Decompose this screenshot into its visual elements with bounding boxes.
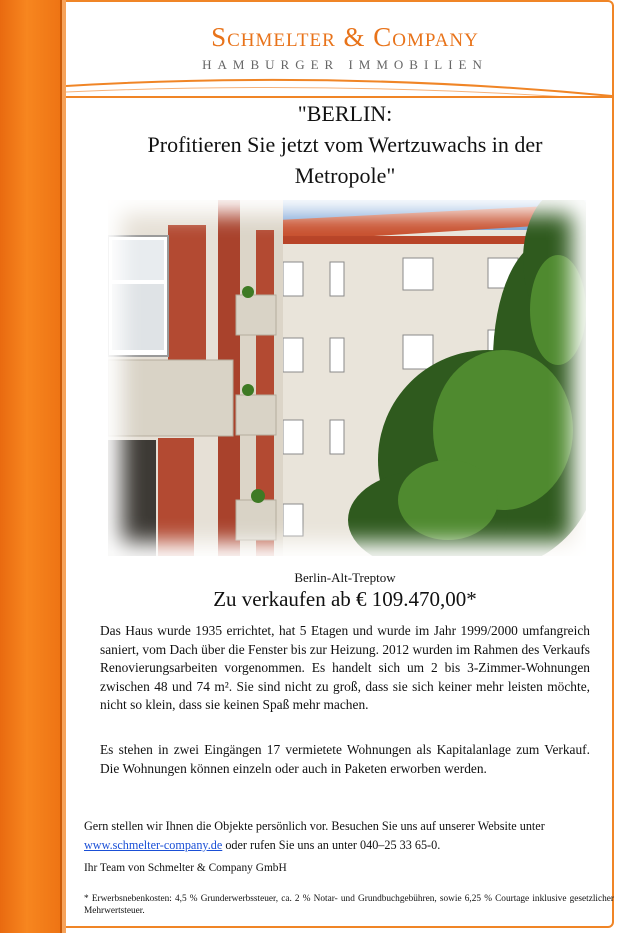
- headline-line-3: Metropole": [294, 163, 396, 188]
- headline-line-2: Profitieren Sie jetzt vom Wertzuwachs in der: [147, 132, 543, 157]
- description-paragraph-1: Das Haus wurde 1935 errichtet, hat 5 Etagen und wurde im Jahr 1999/2000 umfangreich saniert, vom Dach über die Fenster bis zur Heizung. 2012 wurden im Rahmen des Verkaufs Renovierungsarbeiten vorgenommen. Es handelt sich um 2 bis 3-Zimmer-Wohnungen zwischen 48 und 74 m². Sie sind nicht zu groß, dass sie sich keiner mehr leisten möchte, nicht so klein, dass sie keinen Spaß mehr machen.: [100, 623, 590, 712]
- left-orange-bar: [0, 0, 62, 933]
- footnote: * Erwerbsnebenkosten: 4,5 % Grunderwerbssteuer, ca. 2 % Notar- und Grundbuchgebühren, sowie 6,25 % Courtage inklusive gesetzlicher Mehrwertsteuer.: [84, 894, 614, 916]
- contact-intro: Gern stellen wir Ihnen die Objekte persönlich vor. Besuchen Sie uns auf unserer Website unter: [84, 819, 545, 833]
- listing-location: Berlin-Alt-Treptow: [294, 570, 396, 585]
- headline-line-1: "BERLIN:: [297, 101, 393, 126]
- contact-paragraph: [84, 817, 614, 855]
- team-signature: Ihr Team von Schmelter & Company GmbH: [84, 862, 287, 874]
- headline: [80, 98, 610, 191]
- contact-phone-text: oder rufen Sie uns an unter 040–25 33 65-0.: [222, 838, 441, 852]
- brand-tagline: HAMBURGER IMMOBILIEN: [202, 57, 488, 72]
- description-paragraph-2: Es stehen in zwei Eingängen 17 vermietete Wohnungen als Kapitalanlage zum Verkauf. Die Wohnungen können einzeln oder auch in Paketen erworben werden.: [100, 742, 590, 776]
- building-photo: [108, 200, 586, 556]
- website-link[interactable]: www.schmelter-company.de: [84, 838, 223, 852]
- listing-price: Zu verkaufen ab € 109.470,00*: [213, 587, 477, 611]
- brand-name: Schmelter & Company: [211, 22, 479, 52]
